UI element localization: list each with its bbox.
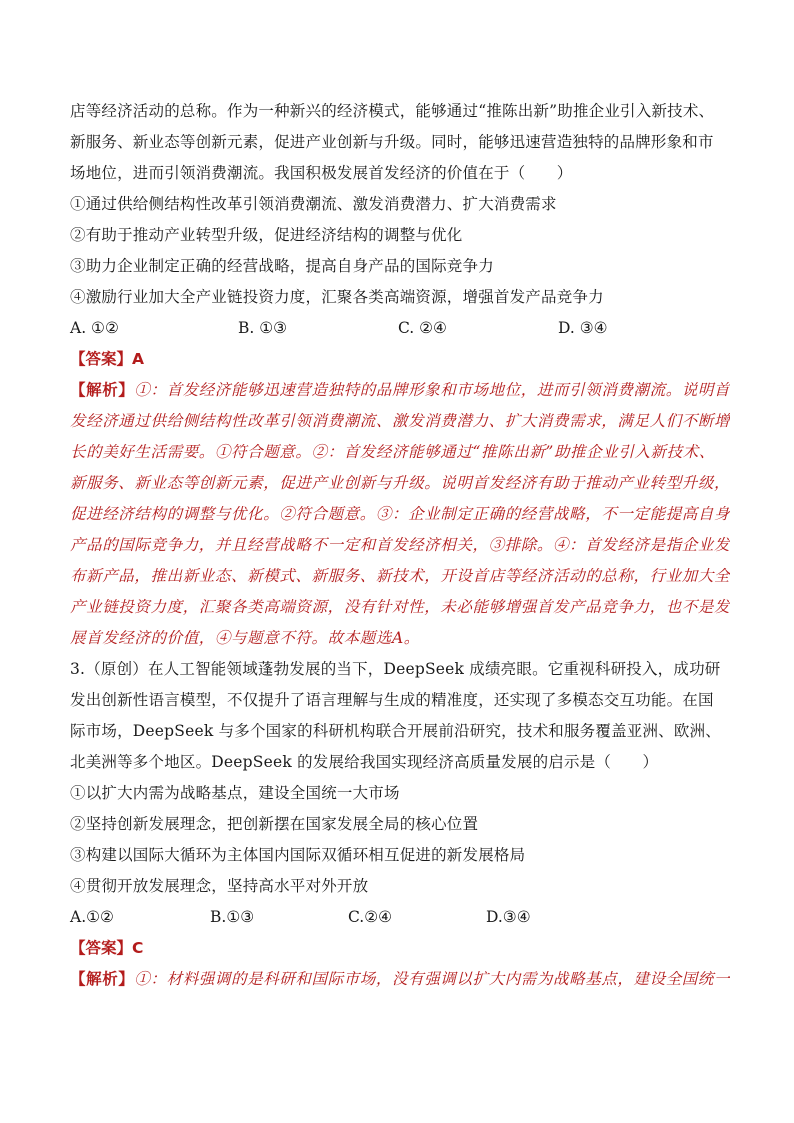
q2-option-b: B. ①③ (238, 319, 288, 337)
q3-stem-line: 际市场，DeepSeek 与多个国家的科研机构联合开展前沿研究，技术和服务覆盖亚洲、欧洲、 (70, 722, 721, 740)
q3-explain-tag: 【解析】 (70, 970, 135, 988)
q3-option-d: D.③④ (486, 908, 531, 926)
q3-stem-line: 北美洲等多个地区。DeepSeek 的发展给我国实现经济高质量发展的启示是（ ） (70, 753, 659, 771)
q3-explain-text: ①：材料强调的是科研和国际市场，没有强调以扩大内需为战略基点，建设全国统一 (134, 970, 730, 988)
q2-explain-line: 产业链投资力度，汇聚各类高端资源，没有针对性，未必能够增强首发产品竞争力，也不是发 (70, 598, 730, 616)
q2-answer-tag: 【答案】 (70, 350, 133, 368)
q2-explain-line: 新服务、新业态等创新元素，促进产业创新与升级。说明首发经济有助于推动产业转型升级， (70, 474, 730, 492)
q2-item-4: ④激励行业加大全产业链投资力度，汇聚各类高端资源，增强首发产品竞争力 (70, 288, 604, 306)
q3-option-b: B.①③ (210, 908, 255, 926)
q3-stem (70, 654, 730, 778)
q3-item-3: ③构建以国际大循环为主体国内国际双循环相互促进的新发展格局 (70, 846, 526, 864)
q3-option-a: A.①② (70, 908, 114, 926)
q2-answer (70, 344, 730, 375)
q3-items (70, 778, 730, 902)
q3-explanation (70, 964, 730, 995)
q2-explain-line (70, 375, 730, 406)
q3-answer (70, 933, 730, 964)
q2-item-2: ②有助于推动产业转型升级，促进经济结构的调整与优化 (70, 226, 463, 244)
q3-item-2: ②坚持创新发展理念，把创新摆在国家发展全局的核心位置 (70, 815, 479, 833)
q2-explain-tag: 【解析】 (70, 381, 135, 399)
q2-explain-line: 长的美好生活需要。①符合题意。②：首发经济能够通过“推陈出新”助推企业引入新技术、 (70, 443, 715, 461)
q2-stem-line: 店等经济活动的总称。作为一种新兴的经济模式，能够通过“推陈出新”助推企业引入新技术、 (70, 102, 715, 120)
q3-item-1: ①以扩大内需为战略基点，建设全国统一大市场 (70, 784, 400, 802)
q2-option-c: C. ②④ (398, 319, 447, 337)
q2-explanation (70, 375, 730, 654)
q3-options (70, 902, 730, 933)
q2-option-a: A. ①② (70, 319, 119, 337)
q3-stem-line: 3.（原创）在人工智能领域蓬勃发展的当下，DeepSeek 成绩亮眼。它重视科研投入，成功研 (70, 660, 721, 678)
q3-item-4: ④贯彻开放发展理念，坚持高水平对外开放 (70, 877, 369, 895)
q2-stem-line: 新服务、新业态等创新元素，促进产业创新与升级。同时，能够迅速营造独特的品牌形象和市 (70, 133, 714, 151)
q2-explain-line: 产品的国际竞争力，并且经营战略不一定和首发经济相关，③排除。④：首发经济是指企业发 (70, 536, 730, 554)
q2-items (70, 189, 730, 313)
q3-answer-value: C (132, 939, 144, 957)
q2-answer-value: A (132, 350, 145, 368)
q2-stem-line: 场地位，进而引领消费潮流。我国积极发展首发经济的价值在于（ ） (70, 164, 573, 182)
q3-stem-line: 发出创新性语言模型，不仅提升了语言理解与生成的精准度，还实现了多模态交互功能。在国 (70, 691, 714, 709)
q2-stem (70, 96, 730, 189)
q2-options (70, 313, 730, 344)
q2-item-3: ③助力企业制定正确的经营战略，提高自身产品的国际竞争力 (70, 257, 494, 275)
q2-option-d: D. ③④ (558, 319, 608, 337)
document-page (70, 96, 730, 995)
q3-answer-tag: 【答案】 (70, 939, 133, 957)
q2-explain-line: 布新产品，推出新业态、新模式、新服务、新技术，开设首店等经济活动的总称，行业加大全 (70, 567, 730, 585)
q2-explain-line: 发经济通过供给侧结构性改革引领消费潮流、激发消费潜力、扩大消费需求，满足人们不断增 (70, 412, 730, 430)
q2-explain-line: 展首发经济的价值，④与题意不符。故本题选A。 (70, 629, 420, 647)
q3-explain-line (70, 964, 730, 995)
q2-item-1: ①通过供给侧结构性改革引领消费潮流、激发消费潜力、扩大消费需求 (70, 195, 557, 213)
q3-option-c: C.②④ (348, 908, 393, 926)
q2-explain-line: 促进经济结构的调整与优化。②符合题意。③：企业制定正确的经营战略，不一定能提高自身 (70, 505, 730, 523)
q2-explain-text: ①：首发经济能够迅速营造独特的品牌形象和市场地位，进而引领消费潮流。说明首 (134, 381, 730, 399)
